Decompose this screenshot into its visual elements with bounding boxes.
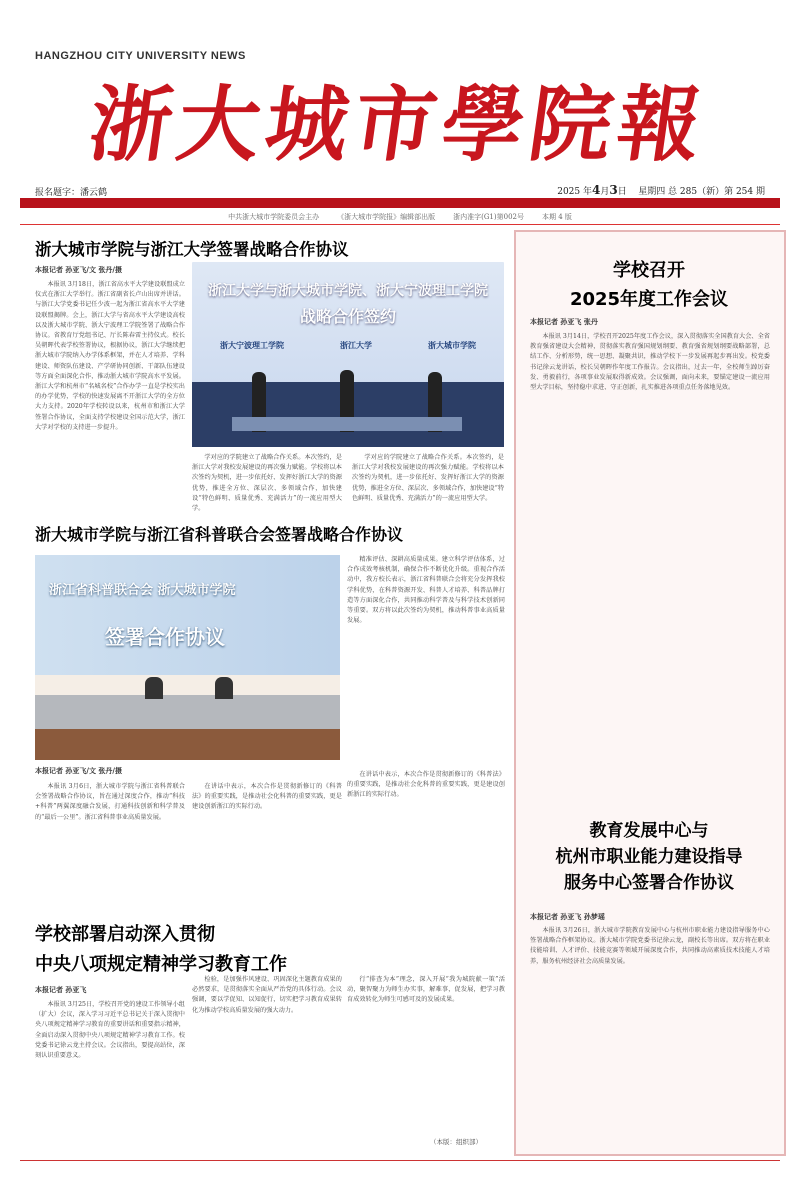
footer-rule [20,1160,780,1161]
article2-byline: 本报记者 孙亚飞/文 张丹/摄 [35,766,122,775]
masthead-red-band [20,198,780,208]
article3-col2: 检验，是加强作风建设、巩固深化主题教育成果的必然要求，是贯彻落实全面从严治党的具体行动。会议强调，要以学促知、以知促行，切实把学习教育成果转化为推动学校高质量发展的强大动力。 [192,976,342,1014]
masthead-title-text: 浙大城市學院報 [83,77,713,173]
article2-col-right2: 在讲话中表示，本次合作是贯彻新修订的《科普法》的重要实践，是推动社会化科普的重要实践，更是建设创新浙江的实际行动。 [347,771,505,799]
article1-col3: 学对应的学院建立了战略合作关系。本次签约，是浙江大学对我校发展建设的再次强力赋能。学校将以本次签约为契机，进一步依托好、发挥好浙江大学的资源优势，推进全方位、深层次、多领域合作，加快建设“特色鲜明、质量优秀、充满活力”的一流应用型大学。 [352,454,504,502]
sidebar1-byline: 本报记者 孙亚飞 张丹 [530,317,598,326]
article1-col1: 本报讯 3月18日，浙江省高水平大学建设联盟成立仪式在浙江大学举行。浙江省副省长卢山出席并讲话。与浙江大学党委书记任少波一起为浙江省高水平大学建设联盟揭牌。会上，浙江大学与省高水平大学建设高校以及浙大城市学院、浙大宁波理工学院签署了战略合作协议。省教育厅党组书记、厅长陈春雷主持仪式。校长吴朝晖代表学校签署协议，根据协议，浙江大学继续把浙大城市学院纳入办学体系框架，并在人才培养、学科建设、师资队伍建设、产学研协同创新、干部队伍建设等方面全面深化合作，推动浙大城市学院高水平发展。浙江大学和杭州市“名城名校”合作办学一直是学校实出的办学优势，学校的快速发展离不开浙江大学的全方位大力支持。2020年学校转设以来，杭州市和浙江大学签署合作协议，全面支持学校建设全国示范大学，浙江大学对学校的支持进一步提升。 [35,281,185,431]
sidebar1-headline: 学校召开 2025年度工作会议 [569,260,729,310]
article3-source: （本版：组织部） [430,1138,482,1146]
article1-photo: 浙江大学与浙大城市学院、浙大宁波理工学院 战略合作签约 浙大宁波理工学院 浙江大学 浙大城市学院 [192,262,504,447]
article2-photo: 浙江省科普联合会 浙大城市学院 签署合作协议 [35,555,340,760]
sidebar2-byline: 本报记者 孙亚飞 孙梦瑶 [530,912,605,921]
article2-col-mid: 在讲话中表示，本次合作是贯彻新修订的《科普法》的重要实践，是推动社会化科普的重要实践，更是建设创新浙江的实际行动。 [192,783,342,811]
article3-col3: 行“排查为本”理念，深入开展“我为城院献一策”活动，聚智聚力为师生办实事，解难事，促发展，把学习教育成效转化为师生可感可及的发展成果。 [347,976,505,1004]
sidebar2-body: 本报讯 3月26日，浙大城市学院教育发展中心与杭州市职业能力建设指导服务中心签署战略合作框架协议。浙大城市学院党委书记徐云龙，副校长等出席。双方将在职业技能培训、人才评价、技能竞赛等领域开展深度合作，共同推动高素质技术技能人才培养，服务杭州经济社会高质量发展。 [530,927,770,965]
article1-byline: 本报记者 孙亚飞/文 张丹/摄 [35,265,122,274]
newspaper-title [83,70,713,180]
article2-col-left: 本报讯 3月6日，浙大城市学院与浙江省科普联合会签署战略合作协议，旨在通过深度合作，推动“科技+科普”两翼深度融合发展，打通科技创新和科学普及的“最后一公里”。浙江省科普事业高质量发展。 [35,783,185,821]
issue-dateline: 2025 年4月3日 星期四 总 285（新）第 254 期 [557,183,765,197]
sidebar1-body: 本报讯 3月14日，学校召开2025年度工作会议，深入贯彻落实全国教育大会、全省教育强省建设大会精神，贯彻落实教育强国规划纲要、教育强省规划纲要战略部署，总结工作、分析形势，统一思想、凝聚共识，推动学校下一步发展再起步再出发。校党委书记徐云龙讲话，校长吴朝晖作年度工作报告。会议指出，过去一年，全校师生踔厉奋发、勇毅前行，各项事业发展取得新成效。会议强调，面向未来，要锚定建设一流应用型大学目标，坚持稳中求进、守正创新，扎实推进各项重点任务落地见效。 [530,333,770,392]
article1-headline: 浙大城市学院与浙江大学签署战略合作协议 [35,240,349,259]
english-masthead: HANGZHOU CITY UNIVERSITY NEWS [35,50,246,62]
title-calligrapher: 报名题字：潘云鹤 [35,188,108,198]
article2-headline: 浙大城市学院与浙江省科普联合会签署战略合作协议 [35,525,404,544]
divider [20,224,780,225]
sidebar2-headline: 教育发展中心与 杭州市职业能力建设指导 服务中心签署合作协议 [555,821,743,893]
article3-byline: 本报记者 孙亚飞 [35,985,87,994]
article3-col1: 本报讯 3月25日，学校召开党的建设工作领导小组（扩大）会议，深入学习习近平总书记关于深入贯彻中央八项规定精神学习教育的重要讲话和重要指示精神，全面启动深入贯彻中央八项规定精神学习教育工作。校党委书记徐云龙主持会议。会议指出，要提高站位，深刻认识重要意义。 [35,1001,185,1060]
article3-headline: 学校部署启动深入贯彻 中央八项规定精神学习教育工作 [35,924,287,975]
article1-col2: 学对应的学院建立了战略合作关系。本次签约，是浙江大学对我校发展建设的再次强力赋能。学校将以本次签约为契机，进一步依托好、发挥好浙江大学的资源优势，推进全方位、深层次、多领域合作，加快建设“特色鲜明、质量优秀、充满活力”的一流应用型大学。 [192,454,342,513]
publisher-bar: 中共浙大城市学院委员会主办 《浙大城市学院报》编辑部出版 浙内准字(G1)第002号 本期 4 版 [228,213,572,221]
article2-col-right: 精准评估、深耕高质量成果。建立科学评估体系，过合作成效考核机制，确保合作不断优化升级。重视合作活动中，我方校长表示，浙江省科普联合会将充分发挥我校学科优势，在科普资源开发、科普人才培养、科普品牌打造等方面深化合作，共同推动科学普及与科学技术创新同等重要。双方将以此次签约为契机，推动科普事业高质量发展。 [347,556,505,625]
